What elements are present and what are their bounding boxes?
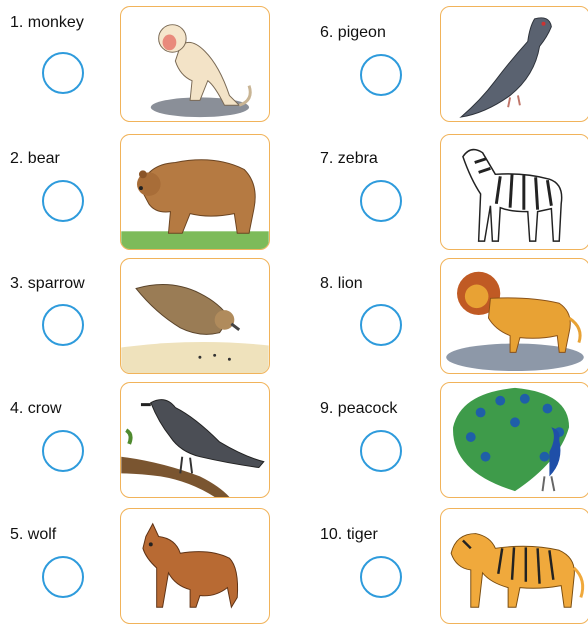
monkey-image — [120, 6, 270, 122]
lion-image — [440, 258, 588, 374]
item-label-crow: 4. crow — [10, 400, 62, 417]
answer-circle-lion[interactable] — [360, 304, 402, 346]
item-label-pigeon: 6. pigeon — [320, 24, 386, 41]
answer-circle-pigeon[interactable] — [360, 54, 402, 96]
tiger-image — [440, 508, 588, 624]
answer-circle-monkey[interactable] — [42, 52, 84, 94]
item-label-sparrow: 3. sparrow — [10, 275, 85, 292]
item-label-lion: 8. lion — [320, 275, 363, 292]
zebra-image — [440, 134, 588, 250]
wolf-image — [120, 508, 270, 624]
answer-circle-zebra[interactable] — [360, 180, 402, 222]
item-label-tiger: 10. tiger — [320, 526, 378, 543]
peacock-image — [440, 382, 588, 498]
answer-circle-bear[interactable] — [42, 180, 84, 222]
item-label-zebra: 7. zebra — [320, 150, 378, 167]
answer-circle-peacock[interactable] — [360, 430, 402, 472]
item-label-wolf: 5. wolf — [10, 526, 57, 543]
item-label-monkey: 1. monkey — [10, 14, 84, 31]
answer-circle-wolf[interactable] — [42, 556, 84, 598]
pigeon-image — [440, 6, 588, 122]
item-label-bear: 2. bear — [10, 150, 60, 167]
bear-image — [120, 134, 270, 250]
item-label-peacock: 9. peacock — [320, 400, 398, 417]
answer-circle-crow[interactable] — [42, 430, 84, 472]
crow-image — [120, 382, 270, 498]
sparrow-image — [120, 258, 270, 374]
answer-circle-tiger[interactable] — [360, 556, 402, 598]
answer-circle-sparrow[interactable] — [42, 304, 84, 346]
